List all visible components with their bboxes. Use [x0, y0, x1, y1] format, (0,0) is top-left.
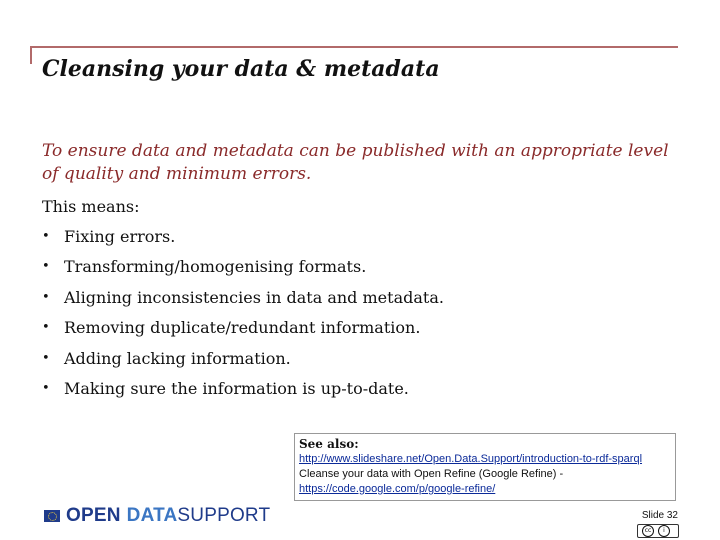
title-frame-top-border — [30, 46, 678, 48]
bullet-list — [42, 226, 444, 408]
by-icon: i — [658, 525, 670, 537]
list-item — [42, 317, 444, 347]
bullet-dot-icon: • — [42, 320, 50, 336]
list-item-text: Adding lacking information. — [64, 348, 291, 368]
see-also-box — [294, 433, 676, 501]
cc-by-icon — [637, 524, 679, 538]
list-item — [42, 256, 444, 286]
open-data-support-logo — [44, 505, 270, 527]
bullet-dot-icon: • — [42, 259, 50, 275]
logo-word-support: SUPPORT — [177, 505, 271, 526]
bullet-dot-icon: • — [42, 380, 50, 396]
bullet-dot-icon: • — [42, 350, 50, 366]
see-also-text: Cleanse your data with Open Refine (Google Refine) - — [299, 468, 564, 480]
bullet-dot-icon: • — [42, 289, 50, 305]
cc-icon: cc — [642, 525, 654, 537]
slide-number: Slide 32 — [641, 510, 678, 521]
list-item-text: Removing duplicate/redundant information. — [64, 318, 421, 338]
logo-word-data: DATA — [126, 505, 178, 526]
bullet-dot-icon: • — [42, 229, 50, 244]
title-frame-left-border — [30, 46, 32, 64]
means-label: This means: — [42, 197, 140, 216]
google-refine-link[interactable]: https://code.google.com/p/google-refine/ — [299, 483, 496, 495]
list-item — [42, 378, 444, 408]
list-item — [42, 287, 444, 317]
list-item-text: Aligning inconsistencies in data and metadata. — [64, 287, 444, 307]
intro-text: To ensure data and metadata can be published with an appropriate level of quality and minimum errors. — [42, 141, 669, 184]
list-item — [42, 348, 444, 378]
see-also-heading: See also: — [299, 437, 359, 451]
slide-title: Cleansing your data & metadata — [42, 56, 440, 82]
list-item-text: Fixing errors. — [64, 227, 176, 246]
logo-word-open: OPEN — [66, 505, 121, 526]
list-item-text: Transforming/homogenising formats. — [64, 257, 367, 277]
sparql-link[interactable]: http://www.slideshare.net/Open.Data.Support/introduction-to-rdf-sparql — [299, 453, 643, 465]
list-item — [42, 226, 444, 256]
list-item-text: Making sure the information is up-to-date. — [64, 378, 409, 398]
eu-flag-icon — [44, 510, 60, 522]
